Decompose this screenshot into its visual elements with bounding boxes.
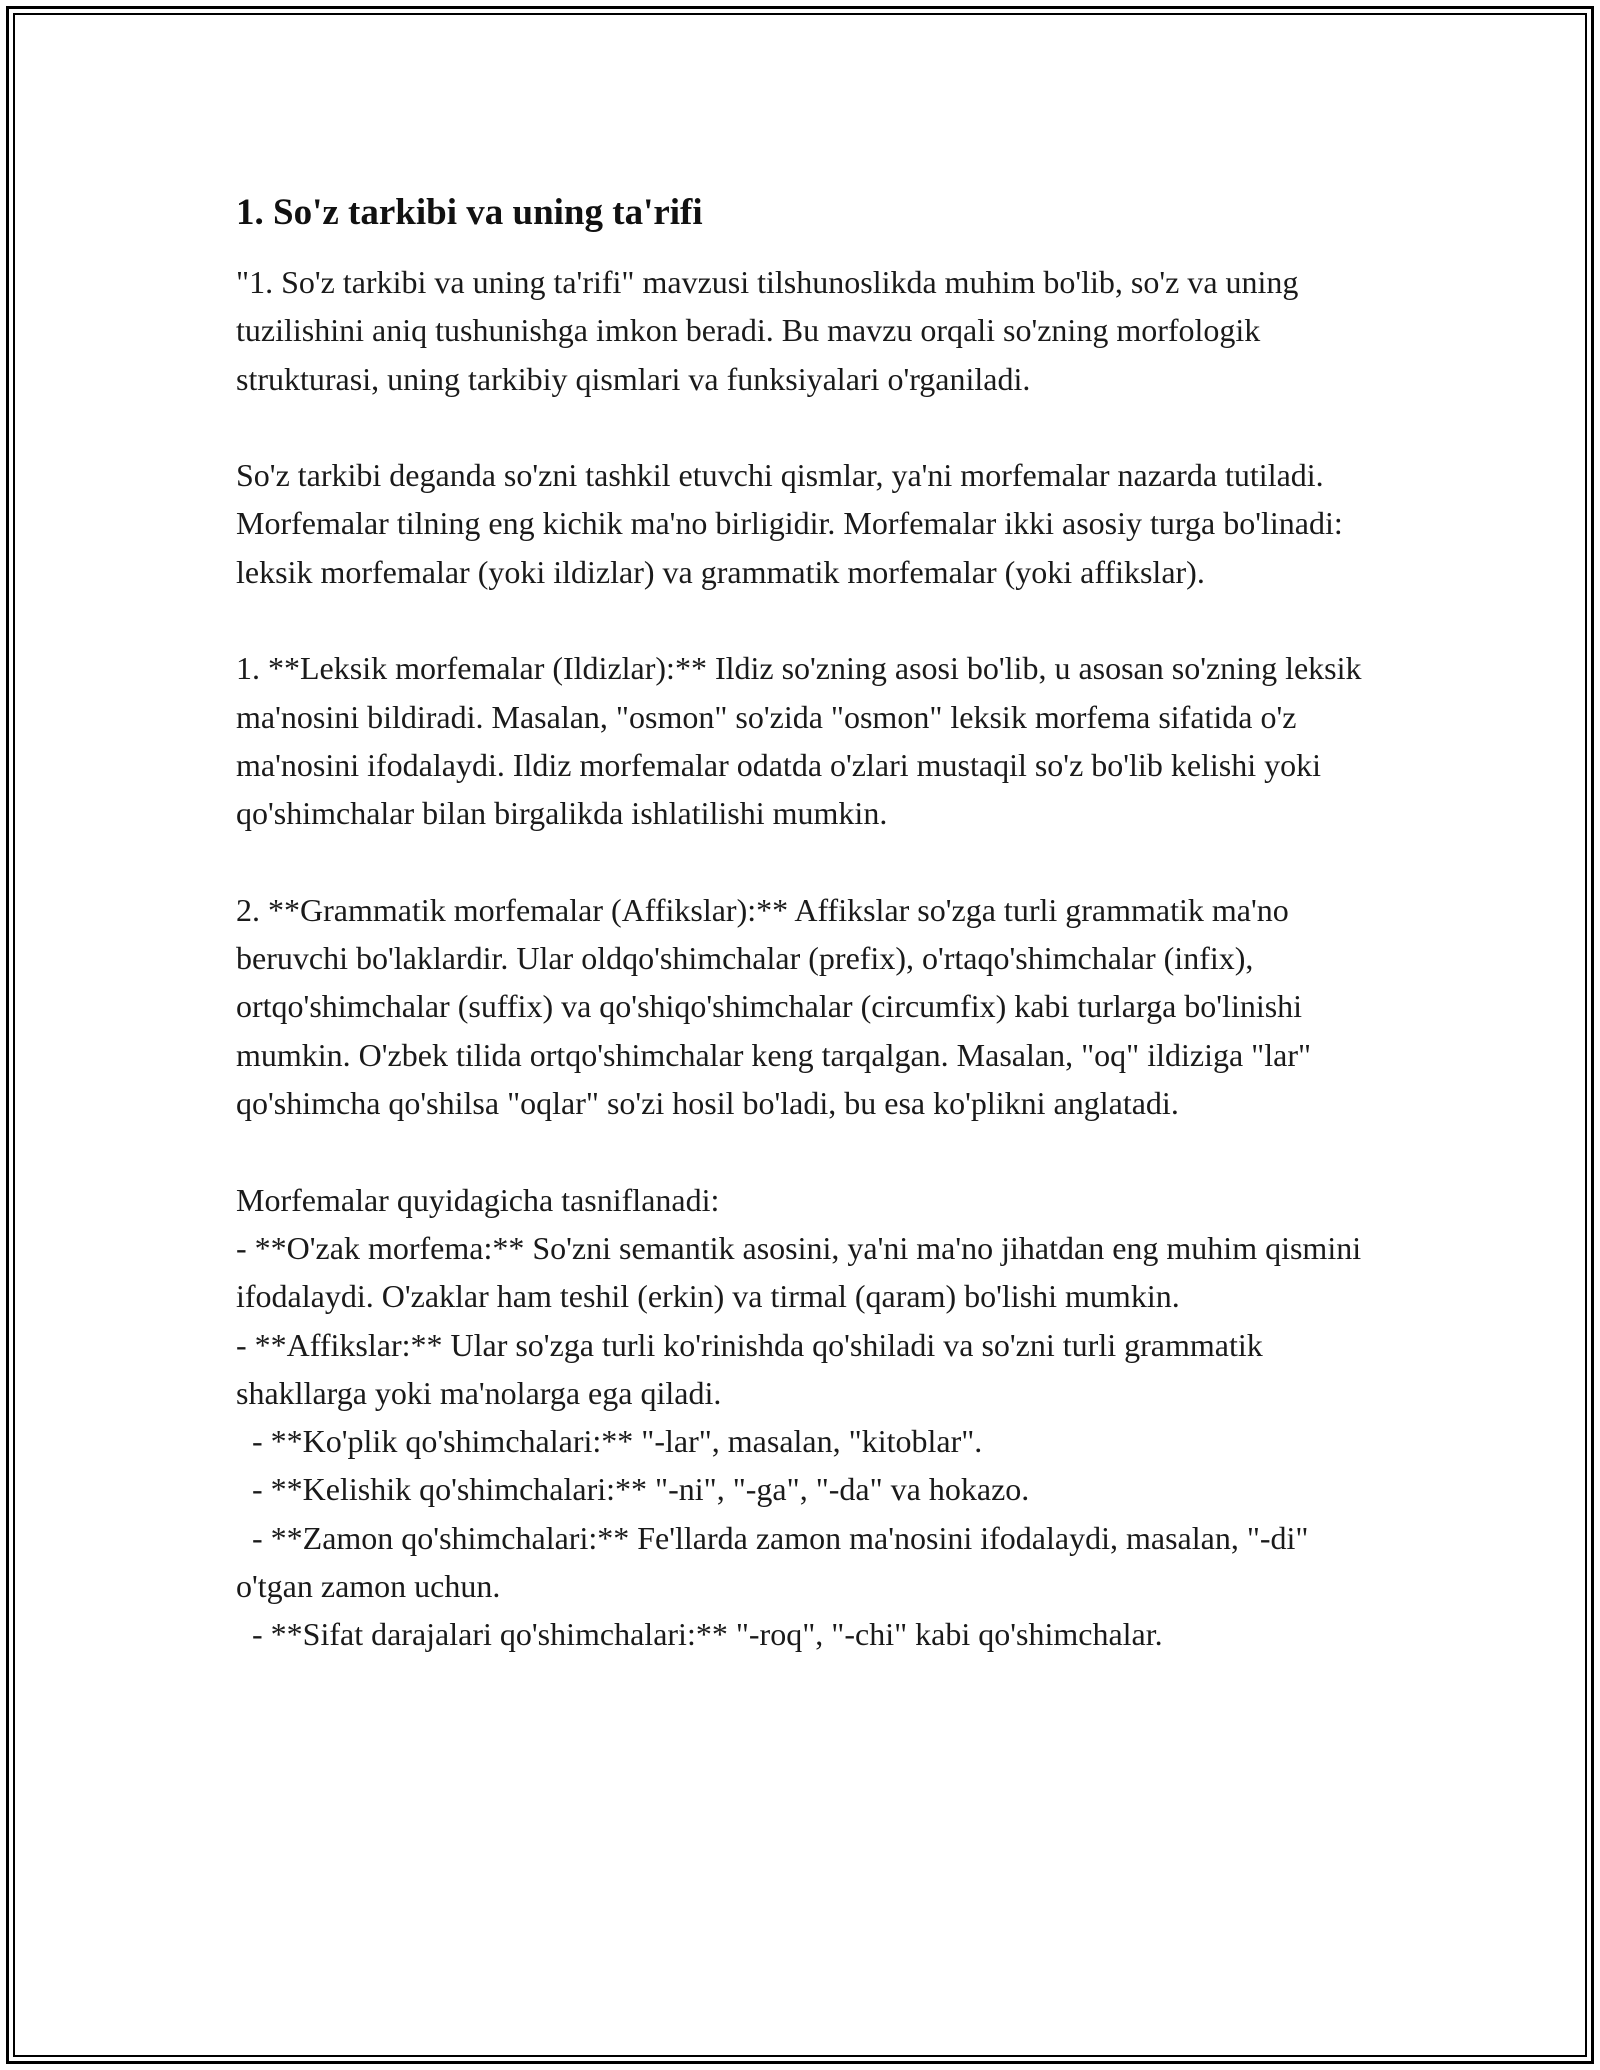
paragraph-gap: [236, 1127, 1366, 1175]
classification-item-root: - **O'zak morfema:** So'zni semantik asosini, ya'ni ma'no jihatdan eng muhim qismini ifodalaydi. O'zaklar ham teshil (erkin) va tirmal (qaram) bo'lishi mumkin.: [236, 1229, 1362, 1315]
classification-subitem-degree: - **Sifat darajalari qo'shimchalari:** "-roq", "-chi" kabi qo'shimchalar.: [236, 1616, 1163, 1653]
paragraph-intro: "1. So'z tarkibi va uning ta'rifi" mavzusi tilshunoslikda muhim bo'lib, so'z va uning tuzilishini aniq tushunishga imkon beradi. Bu mavzu orqali so'zning morfologik strukturasi, uning tarkibiy qismlari va funksiyalari o'rganiladi.: [236, 264, 1299, 397]
document-body: [236, 188, 1366, 1659]
classification-subitem-tense: - **Zamon qo'shimchalari:** Fe'llarda zamon ma'nosini ifodalaydi, masalan, "-di" o'tgan zamon uchun.: [236, 1519, 1317, 1605]
paragraph-gap: [236, 596, 1366, 644]
classification-item-affixes: - **Affikslar:** Ular so'zga turli ko'rinishda qo'shiladi va so'zni turli grammatik shakllarga yoki ma'nolarga ega qiladi.: [236, 1326, 1263, 1411]
paragraph-grammatical-morphemes: 2. **Grammatik morfemalar (Affikslar):** Affikslar so'zga turli grammatik ma'no beruvchi bo'laklardir. Ular oldqo'shimchalar (prefix), o'rtaqo'shimchalar (infix), ortqo'shimchalar (suffix) va qo'shiqo'shimchalar (circumfix) kabi turlarga bo'linishi mumkin. O'zbek tilida ortqo'shimchalar keng tarqalgan. Masalan, "oq" ildiziga "lar" qo'shimcha qo'shilsa "oqlar" so'zi hosil bo'ladi, bu esa ko'plikni anglatadi.: [236, 891, 1312, 1122]
classification-intro: Morfemalar quyidagicha tasniflanadi:: [236, 1181, 720, 1218]
classification-subitem-plural: - **Ko'plik qo'shimchalari:** "-lar", masalan, "kitoblar".: [236, 1423, 983, 1460]
paragraph-definition: So'z tarkibi deganda so'zni tashkil etuvchi qismlar, ya'ni morfemalar nazarda tutiladi. Morfemalar tilning eng kichik ma'no birligidir. Morfemalar ikki asosiy turga bo'linadi: leksik morfemalar (yoki ildizlar) va grammatik morfemalar (yoki affikslar).: [236, 457, 1343, 590]
paragraph-gap: [236, 403, 1366, 451]
document-title: 1. So'z tarkibi va uning ta'rifi: [236, 192, 703, 233]
paragraph-gap: [236, 838, 1366, 886]
document-text: [236, 258, 1366, 1659]
paragraph-lexical-morphemes: 1. **Leksik morfemalar (Ildizlar):** Ildiz so'zning asosi bo'lib, u asosan so'zning leksik ma'nosini bildiradi. Masalan, "osmon" so'zida "osmon" leksik morfema sifatida o'z ma'nosini ifodalaydi. Ildiz morfemalar odatda o'zlari mustaqil so'z bo'lib kelishi yoki qo'shimchalar bilan birgalikda ishlatilishi mumkin.: [236, 650, 1362, 832]
classification-subitem-case: - **Kelishik qo'shimchalari:** "-ni", "-ga", "-da" va hokazo.: [236, 1471, 1030, 1508]
